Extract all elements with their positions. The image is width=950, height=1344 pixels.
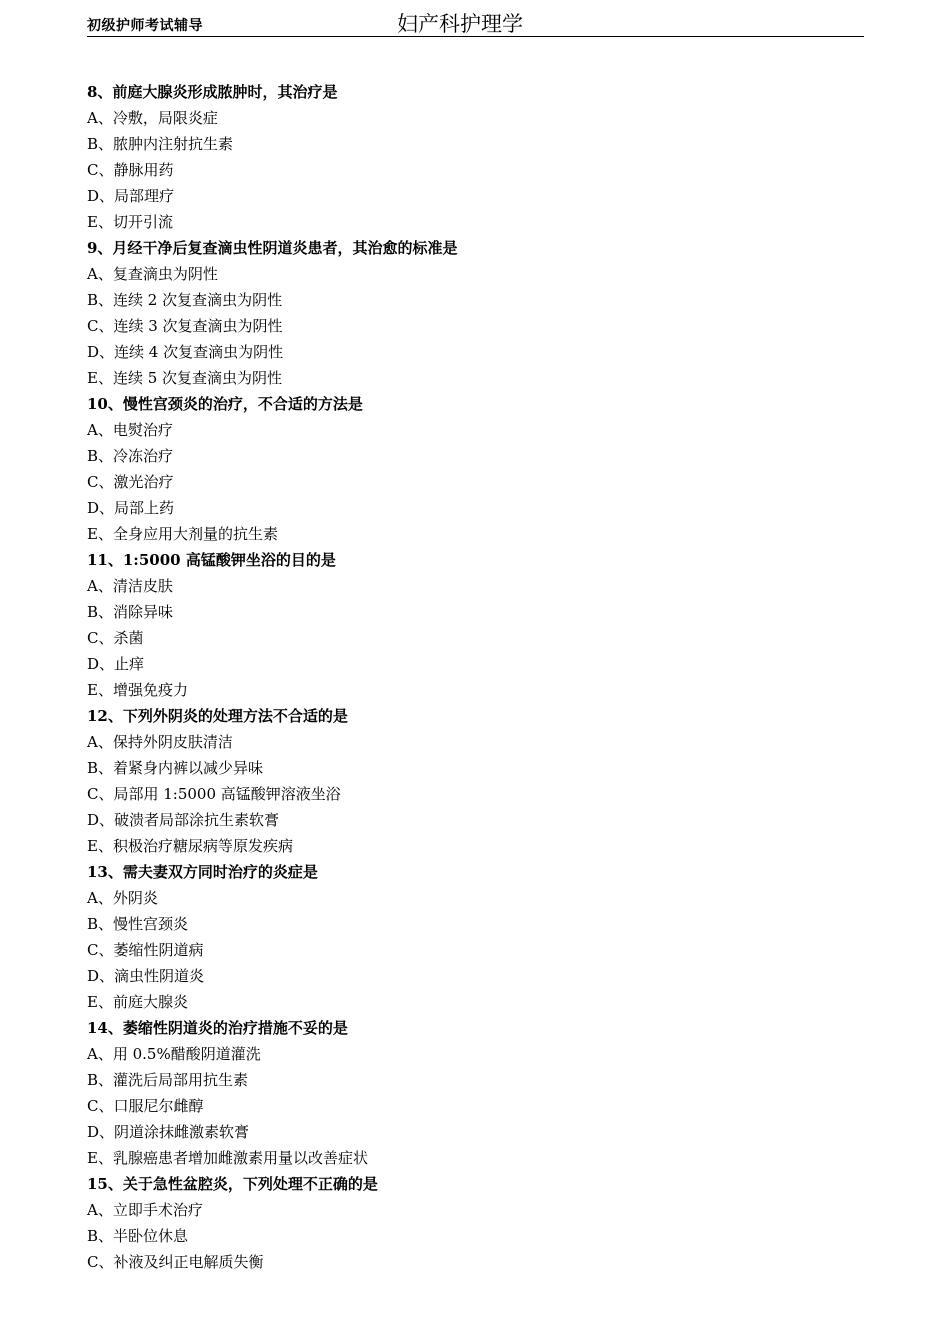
header-subject-title: 妇产科护理学 [397,12,523,36]
question-8-option-a: A、冷敷，局限炎症 [87,109,218,127]
question-13-option-d: D、滴虫性阴道炎 [87,967,205,985]
question-list [87,79,864,1275]
question-10-option-e: E、全身应用大剂量的抗生素 [87,525,278,543]
question-12-option-d: D、破溃者局部涂抗生素软膏 [87,811,280,829]
question-8: 8、前庭大腺炎形成脓肿时，其治疗是 [87,83,338,101]
question-13-option-b: B、慢性宫颈炎 [87,915,189,933]
question-15: 15、关于急性盆腔炎，下列处理不正确的是 [87,1175,378,1193]
question-12-option-b: B、着紧身内裤以减少异味 [87,759,264,777]
question-8-option-e: E、切开引流 [87,213,173,231]
question-12-option-c: C、局部用 1:5000 高锰酸钾溶液坐浴 [87,785,341,803]
page-header [87,8,864,37]
question-9-option-b: B、连续 2 次复查滴虫为阴性 [87,291,283,309]
question-8-option-c: C、静脉用药 [87,161,174,179]
question-14-option-b: B、灌洗后局部用抗生素 [87,1071,249,1089]
question-13-option-a: A、外阴炎 [87,889,158,907]
question-9-option-a: A、复查滴虫为阴性 [87,265,218,283]
question-13: 13、需夫妻双方同时治疗的炎症是 [87,863,318,881]
question-9-option-c: C、连续 3 次复查滴虫为阴性 [87,317,283,335]
question-12-option-a: A、保持外阴皮肤清洁 [87,733,233,751]
question-14-option-d: D、阴道涂抹雌激素软膏 [87,1123,250,1141]
question-13-option-e: E、前庭大腺炎 [87,993,188,1011]
question-14-option-e: E、乳腺癌患者增加雌激素用量以改善症状 [87,1149,368,1167]
question-11-option-a: A、清洁皮肤 [87,577,173,595]
question-11: 11、1:5000 高锰酸钾坐浴的目的是 [87,551,336,569]
question-9-option-e: E、连续 5 次复查滴虫为阴性 [87,369,283,387]
question-14-option-c: C、口服尼尔雌醇 [87,1097,204,1115]
question-14-option-a: A、用 0.5%醋酸阴道灌洗 [87,1045,261,1063]
question-8-option-d: D、局部理疗 [87,187,175,205]
question-12-option-e: E、积极治疗糖尿病等原发疾病 [87,837,293,855]
question-10-option-c: C、激光治疗 [87,473,174,491]
question-10-option-b: B、冷冻治疗 [87,447,174,465]
question-10-option-d: D、局部上药 [87,499,175,517]
question-11-option-e: E、增强免疫力 [87,681,188,699]
question-11-option-d: D、止痒 [87,655,145,673]
question-9: 9、月经干净后复查滴虫性阴道炎患者，其治愈的标准是 [87,239,458,257]
question-14: 14、萎缩性阴道炎的治疗措施不妥的是 [87,1019,348,1037]
question-13-option-c: C、萎缩性阴道病 [87,941,204,959]
question-15-option-a: A、立即手术治疗 [87,1201,203,1219]
question-9-option-d: D、连续 4 次复查滴虫为阴性 [87,343,284,361]
question-12: 12、下列外阴炎的处理方法不合适的是 [87,707,348,725]
question-11-option-b: B、消除异味 [87,603,174,621]
question-15-option-c: C、补液及纠正电解质失衡 [87,1253,264,1271]
question-15-option-b: B、半卧位休息 [87,1227,189,1245]
question-10-option-a: A、电熨治疗 [87,421,173,439]
question-11-option-c: C、杀菌 [87,629,144,647]
header-course-name: 初级护师考试辅导 [87,18,203,34]
question-8-option-b: B、脓肿内注射抗生素 [87,135,234,153]
question-10: 10、慢性宫颈炎的治疗，不合适的方法是 [87,395,363,413]
